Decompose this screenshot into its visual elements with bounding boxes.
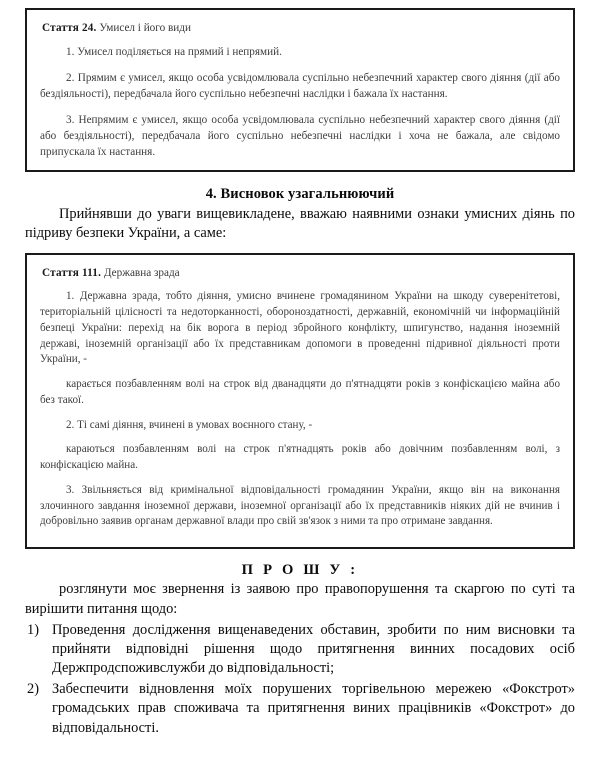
law-box-1-title xyxy=(42,21,560,35)
law-box-2-article-number: Стаття 111. xyxy=(42,267,102,280)
law-box-2-paragraph-4: караються позбавленням волі на строк п'ятнадцять років або довічним позбавленням волі, з конфіскацією майна. xyxy=(40,443,560,472)
request-intro: розглянути моє звернення із заявою про правопорушення та скаргою по суті та вирішити питання щодо: xyxy=(25,581,575,617)
law-box-2-paragraph-1: 1. Державна зрада, тобто діяння, умисно вчинене громадянином України на шкоду суверенітетові, територіальній цілісності та недоторканності, обороноздатності, державній, економічній чи інформаційній безпеці України: перехід на бік ворога в період збройного конфлікту, шпигунство, надання іноземній державі, іноземній організації або їх представникам допомоги в проведенні підривної діяльності проти України, - xyxy=(40,290,560,366)
law-box-2-article-title: Державна зрада xyxy=(103,267,180,280)
list-item: Забеспечити відновлення моїх порушених торгівельною мережею «Фокстрот» громадських прав споживача та притягнення виних працівників «Фокстрот» до відповідальності. xyxy=(52,681,575,736)
request-list xyxy=(25,621,575,738)
law-box-1-paragraph-3: 3. Непрямим є умисел, якщо особа усвідомлювала суспільно небезпечний характер свого діяння (дії або бездіяльності), передбачала його суспільно небезпечні наслідки і хоча не бажала, але свідомо припускала їх настання. xyxy=(40,113,560,158)
conclusion-heading: 4. Висновок узагальнюючий xyxy=(205,186,395,203)
law-box-1-paragraph-1: 1. Умисел поділяється на прямий і непрямий. xyxy=(66,46,282,58)
conclusion-paragraph: Прийнявши до уваги вищевикладене, вважаю наявними ознаки умисних діянь по підриву безпеки України, а саме: xyxy=(25,206,575,242)
request-heading: П Р О Ш У : xyxy=(241,562,359,579)
list-item: Проведення дослідження вищенаведених обставин, зробити по ним висновки та прийняти відповідні рішення щодо притягнення винних посадових осіб Держпродспоживслужби до відповідальності; xyxy=(52,621,575,677)
law-box-1-paragraph-2: 2. Прямим є умисел, якщо особа усвідомлювала суспільно небезпечний характер свого діяння (дії або бездіяльності), передбачала його суспільно небезпечні наслідки і бажала їх настання. xyxy=(40,71,560,100)
law-box-2-paragraph-5: 3. Звільняється від кримінальної відповідальності громадянин України, якщо він на виконання злочинного завдання іноземної держави, іноземної організації або їх представників ніяких дій не вчинив і добровільно заявив органам державної влади про свій зв'язок з ними та про отримане завдання. xyxy=(40,483,560,528)
law-box-1-article-title: Умисел і його види xyxy=(99,22,191,34)
law-excerpt-box-article-111 xyxy=(25,253,575,549)
document-page xyxy=(0,8,600,759)
law-excerpt-box-article-24 xyxy=(25,8,575,172)
law-box-2-title xyxy=(42,266,560,280)
law-box-2-paragraph-2: карається позбавленням волі на строк від дванадцяти до п'ятнадцяти років з конфіскацією майна або без такої. xyxy=(40,378,560,406)
law-box-1-article-number: Стаття 24. xyxy=(42,22,97,34)
spacer xyxy=(0,243,600,253)
law-box-2-paragraph-3: 2. Ті самі діяння, вчинені в умовах воєнного стану, - xyxy=(66,418,313,431)
